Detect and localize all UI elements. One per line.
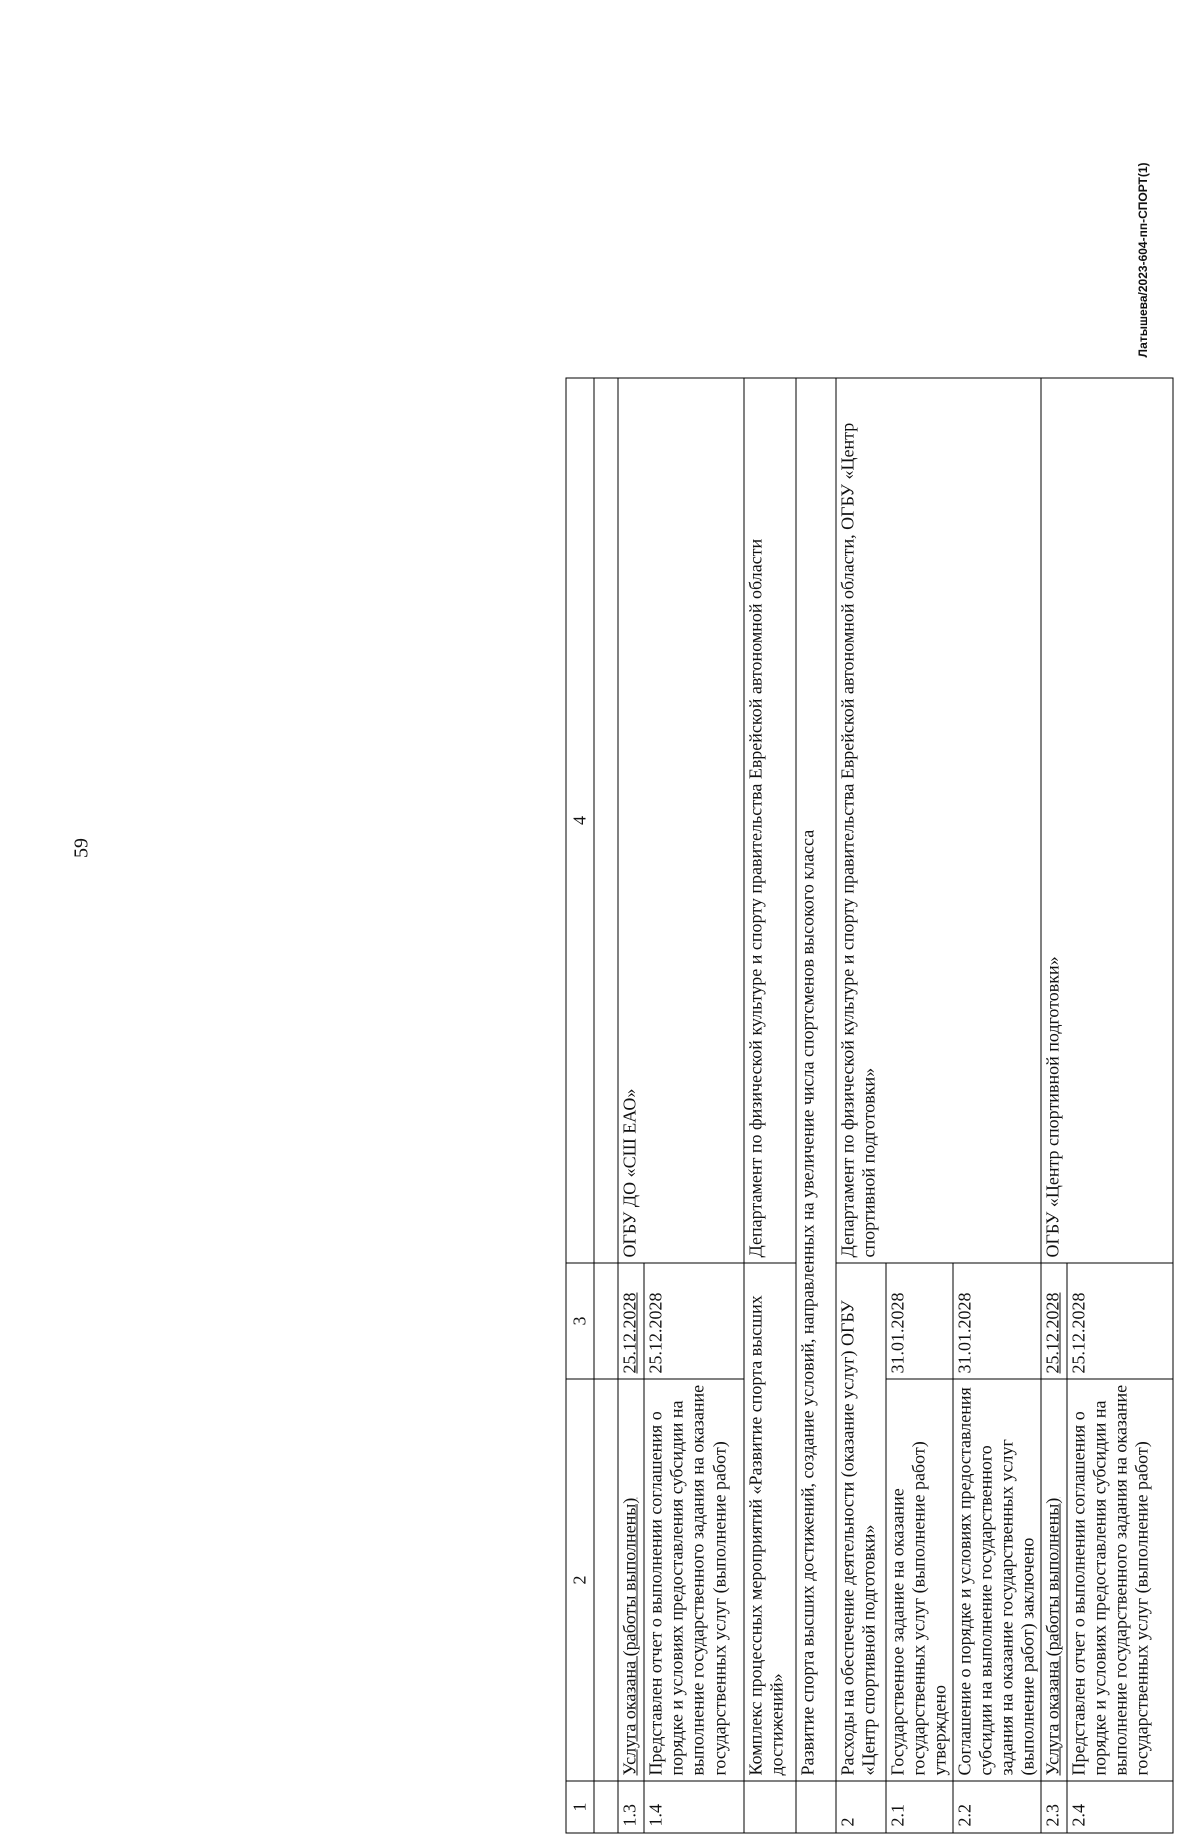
row-number: 2.4: [1067, 1781, 1173, 1833]
row-number: 1.4: [644, 1781, 744, 1833]
table-container: [566, 379, 1174, 1834]
empty-cell: [594, 1263, 618, 1379]
row-description: Комплекс процессных мероприятий «Развитие спорта высших достижений»: [744, 1263, 796, 1781]
page-number: 59: [70, 838, 93, 858]
empty-cell: [744, 1781, 796, 1833]
row-number: 2: [836, 1781, 886, 1833]
spacer-row: [594, 378, 618, 1833]
row-date: 25.12.2028: [1067, 1263, 1173, 1379]
empty-cell: [796, 1781, 836, 1833]
section-row: [796, 378, 836, 1833]
row-responsible: ОГБУ ДО «СШ ЕАО»: [618, 378, 744, 1263]
row-date: 31.01.2028: [953, 1263, 1041, 1379]
table-row: [1041, 378, 1067, 1833]
row-description: Представлен отчет о выполнении соглашения о порядке и условиях предоставления субсидии на выполнение государственного задания на оказание государственных услуг (выполнение работ): [644, 1379, 744, 1781]
row-description: Представлен отчет о выполнении соглашения о порядке и условиях предоставления субсидии на выполнение государственного задания на оказание государственных услуг (выполнение работ): [1067, 1379, 1173, 1781]
row-description: Услуга оказана (работы выполнены): [618, 1379, 644, 1781]
header-cell-1: 1: [566, 1781, 594, 1833]
row-description: Государственное задание на оказание государственных услуг (выполнение работ) утверждено: [886, 1379, 953, 1781]
row-description: Услуга оказана (работы выполнены): [1041, 1379, 1067, 1781]
row-description: Расходы на обеспечение деятельности (оказание услуг) ОГБУ «Центр спортивной подготовки»: [836, 1263, 886, 1781]
empty-cell: [594, 378, 618, 1263]
header-cell-4: 4: [566, 378, 594, 1263]
row-responsible: ОГБУ «Центр спортивной подготовки»: [1041, 378, 1173, 1263]
table-row: [836, 378, 886, 1833]
section-title: Развитие спорта высших достижений, создание условий, направленных на увеличение числа спортсменов высокого класса: [796, 378, 836, 1781]
row-number: 1.3: [618, 1781, 644, 1833]
row-responsible: Департамент по физической культуре и спорту правительства Еврейской автономной области: [744, 378, 796, 1263]
row-description: Соглашение о порядке и условиях предоставления субсидии на выполнение государственного задания на оказание государственных услуг (выполнение работ) заключено: [953, 1379, 1041, 1781]
table-header-row: [566, 378, 594, 1833]
row-date: 31.01.2028: [886, 1263, 953, 1379]
empty-cell: [594, 1781, 618, 1833]
row-number: 2.3: [1041, 1781, 1067, 1833]
table-row: [744, 378, 796, 1833]
document-code: Латышева/2023-604-пп-СПОРТ(1): [1136, 162, 1150, 358]
table-row: [618, 378, 644, 1833]
row-date: 25.12.2028: [1041, 1263, 1067, 1379]
header-cell-3: 3: [566, 1263, 594, 1379]
row-number: 2.1: [886, 1781, 953, 1833]
row-number: 2.2: [953, 1781, 1041, 1833]
row-date: 25.12.2028: [618, 1263, 644, 1379]
row-date: 25.12.2028: [644, 1263, 744, 1379]
plan-table: [566, 378, 1174, 1834]
row-responsible: Департамент по физической культуре и спорту правительства Еврейской автономной области, ОГБУ «Центр спортивной подготовки»: [836, 378, 1041, 1263]
empty-cell: [594, 1379, 618, 1781]
header-cell-2: 2: [566, 1379, 594, 1781]
